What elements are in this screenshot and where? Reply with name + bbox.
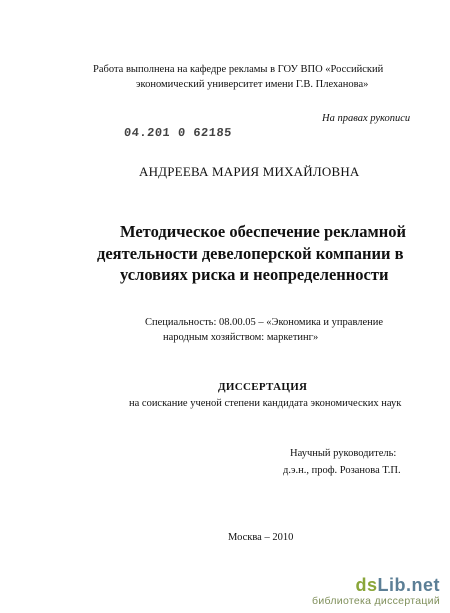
specialty-line-1: Специальность: 08.00.05 – «Экономика и управление	[145, 317, 384, 328]
dslib-subtitle: библиотека диссертаций	[312, 595, 440, 607]
dslib-logo-part-1: ds	[355, 575, 378, 595]
dslib-logo-part-2: Lib.net	[377, 575, 440, 595]
specialty-line-2: народным хозяйством: маркетинг»	[163, 332, 319, 343]
dslib-watermark	[312, 575, 440, 607]
title-line-3: условиях риска и неопределенности	[120, 265, 389, 284]
dissertation-subtitle: на соискание ученой степени кандидата экономических наук	[129, 398, 402, 409]
author-name: АНДРЕЕВА МАРИЯ МИХАЙЛОВНА	[139, 164, 360, 179]
supervisor-label: Научный руководитель:	[290, 448, 397, 459]
header-line-2: экономический университет имени Г.В. Плеханова»	[136, 79, 369, 90]
supervisor-name: д.э.н., проф. Розанова Т.П.	[283, 465, 401, 476]
title-line-1: Методическое обеспечение рекламной	[120, 222, 406, 241]
header-line-1: Работа выполнена на кафедре рекламы в ГОУ ВПО «Российский	[93, 64, 384, 75]
title-line-2: деятельности девелоперской компании в	[97, 244, 404, 263]
dissertation-heading: ДИССЕРТАЦИЯ	[218, 381, 308, 393]
dslib-logo	[312, 575, 440, 595]
place-year: Москва – 2010	[228, 532, 294, 543]
manuscript-note: На правах рукописи	[322, 113, 411, 124]
library-stamp-number: 04.201 0 62185	[123, 126, 233, 140]
